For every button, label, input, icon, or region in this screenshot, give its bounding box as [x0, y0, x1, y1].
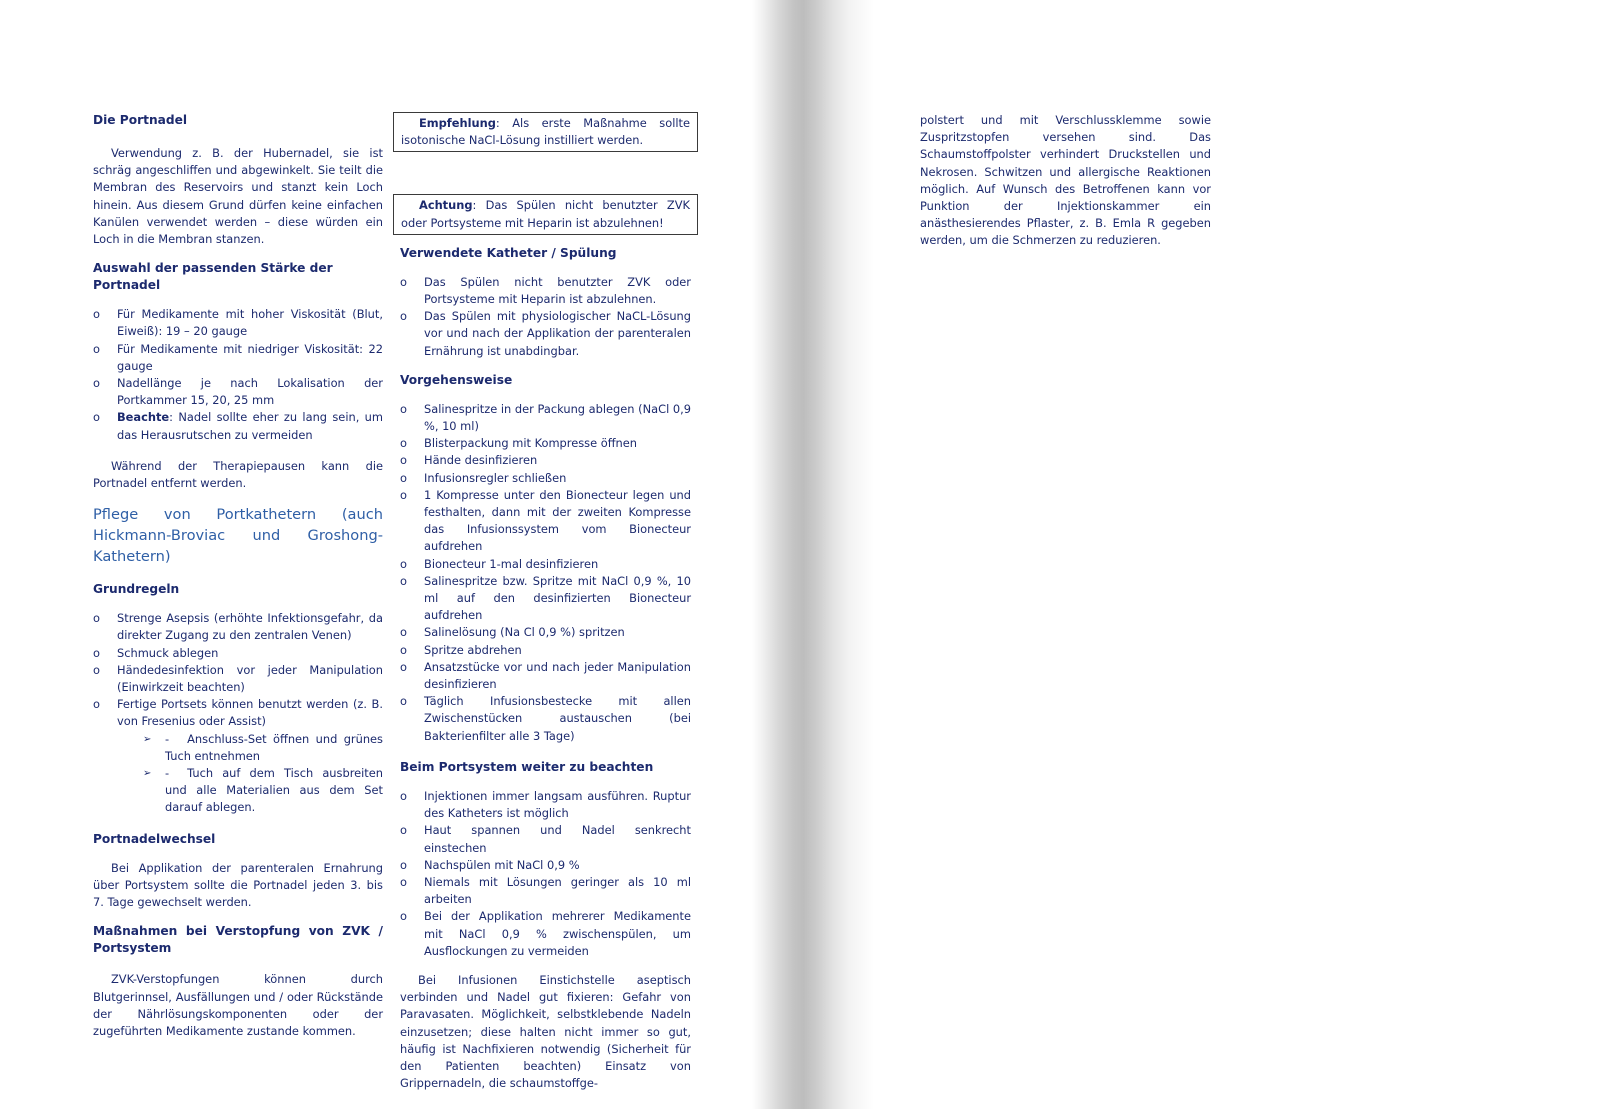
heading-portnadelwechsel: Portnadelwechsel	[93, 831, 216, 846]
empfehlung-label: Empfehlung	[419, 116, 496, 130]
dash-mark: -	[165, 766, 170, 781]
book-gutter-shadow	[752, 0, 874, 1109]
list-item: o Für Medikamente mit niedriger Viskosität: 22 gauge	[93, 341, 383, 375]
list-item	[93, 409, 383, 443]
list-item: o 1 Kompresse unter den Bionecteur legen und festhalten, dann mit der zweiten Kompresse das Infusionssystem vom Bionecteur aufdrehen	[400, 487, 691, 556]
list-item: o Haut spannen und Nadel senkrecht einstechen	[400, 822, 691, 856]
achtung-text: : Das Spülen nicht benutzter ZVK oder Portsysteme mit Heparin ist abzulehnen!	[401, 198, 690, 230]
list-vorgehensweise	[400, 401, 691, 745]
list-item: o Hände desinfizieren	[400, 452, 691, 469]
paragraph-infusionen: Bei Infusionen Einstichstelle aseptisch verbinden und Nadel gut fixieren: Gefahr von Paravasaten. Möglichkeit, selbstklebende Nadeln einzusetzen; diese halten nicht immer so gut, häufig ist Nachfixieren notwendig (Sicherheit für den Patienten beachten) Einsatz von Grippernadeln, die schaumstoffge-	[400, 972, 691, 1091]
list-item: o Bionecteur 1-mal desinfizieren	[400, 556, 691, 573]
paragraph-continuation: polstert und mit Verschlussklemme sowie Zuspritzstopfen versehen sind. Das Schaumstoffpolster verhindert Druckstellen und Nekrosen. Schwitzen und allergische Reaktionen möglich. Auf Wunsch des Betroffenen kann vor Punktion der Injektionskammer ein anästhesierendes Pflaster, z. B. Emla R gegeben werden, um die Schmerzen zu reduzieren.	[920, 113, 1211, 248]
list-item: o Injektionen immer langsam ausführen. Ruptur des Katheters ist möglich	[400, 788, 691, 822]
heading-pflege: Pflege von Portkathetern (auch Hickmann-Broviac und Groshong-Kathetern)	[93, 506, 383, 566]
sublist-portset	[143, 731, 383, 817]
left-column	[93, 112, 383, 1040]
paragraph-portnadel: Verwendung z. B. der Hubernadel, sie ist schräg angeschliffen und abgewinkelt. Sie teilt die Membran des Reservoirs und stanzt kein Loch hinein. Aus diesem Grund dürfen keine einfachen Kanülen verwendet werden – diese würden ein Loch in die Membran stanzen.	[93, 146, 383, 247]
list-item: o Das Spülen mit physiologischer NaCL-Lösung vor und nach der Applikation der parenteralen Ernährung ist unabdingbar.	[400, 308, 691, 360]
box-empfehlung	[393, 112, 698, 152]
list-item: o Nachspülen mit NaCl 0,9 %	[400, 857, 691, 874]
list-katheter	[400, 274, 691, 360]
beachte-text: : Nadel sollte eher zu lang sein, um das Herausrutschen zu vermeiden	[117, 410, 383, 442]
beachte-label: Beachte	[117, 410, 170, 425]
heading-katheter: Verwendete Katheter / Spülung	[400, 245, 617, 260]
list-item: o Salinespritze in der Packung ablegen (NaCl 0,9 %, 10 ml)	[400, 401, 691, 435]
list-item: o Spritze abdrehen	[400, 642, 691, 659]
sublist-item	[143, 731, 383, 765]
empfehlung-text: : Als erste Maßnahme sollte isotonische NaCl-Lösung instilliert werden.	[401, 116, 690, 148]
heading-massnahmen: Maßnahmen bei Verstopfung von ZVK / Portsystem	[93, 924, 383, 956]
list-item: o Für Medikamente mit hoher Viskosität (Blut, Eiweiß): 19 – 20 gauge	[93, 306, 383, 340]
sublist-item	[143, 765, 383, 817]
sublist-text: Anschluss-Set öffnen und grünes Tuch entnehmen	[165, 731, 383, 763]
list-item: o Salinespritze bzw. Spritze mit NaCl 0,9 %, 10 ml auf den desinfizierten Bionecteur aufdrehen	[400, 573, 691, 625]
list-item: o Das Spülen nicht benutzter ZVK oder Portsysteme mit Heparin ist abzulehnen.	[400, 274, 691, 308]
achtung-label: Achtung	[419, 198, 473, 213]
list-item: o Ansatzstücke vor und nach jeder Manipulation desinfizieren	[400, 659, 691, 693]
list-item: o Bei der Applikation mehrerer Medikamente mit NaCl 0,9 % zwischenspülen, um Ausflockungen zu vermeiden	[400, 908, 691, 960]
list-item: o Händedesinfektion vor jeder Manipulation (Einwirkzeit beachten)	[93, 662, 383, 696]
heading-portnadel: Die Portnadel	[93, 113, 188, 127]
paragraph-massnahmen: ZVK-Verstopfungen können durch Blutgerinnsel, Ausfällungen und / oder Rückstände der Nährlösungskomponenten oder der zugeführten Medikamente zustande kommen.	[93, 972, 383, 1038]
list-item: o Niemals mit Lösungen geringer als 10 ml arbeiten	[400, 874, 691, 908]
paragraph-portnadelwechsel: Bei Applikation der parenteralen Ernahrung über Portsystem sollte die Portnadel jeden 3. bis 7. Tage gewechselt werden.	[93, 860, 383, 910]
list-grundregeln	[93, 610, 383, 730]
list-item: o Infusionsregler schließen	[400, 470, 691, 487]
heading-vorgehensweise: Vorgehensweise	[400, 372, 513, 387]
right-column	[393, 112, 698, 1092]
dash-mark: -	[165, 731, 170, 746]
heading-beachten: Beim Portsystem weiter zu beachten	[400, 759, 654, 774]
list-auswahl	[93, 306, 383, 444]
list-item: o Täglich Infusionsbestecke mit allen Zwischenstücken austauschen (bei Bakterienfilter alle 3 Tage)	[400, 693, 691, 745]
list-item: o Nadellänge je nach Lokalisation der Portkammer 15, 20, 25 mm	[93, 375, 383, 409]
heading-grundregeln: Grundregeln	[93, 582, 180, 597]
box-achtung	[393, 194, 698, 234]
list-item: o Blisterpackung mit Kompresse öffnen	[400, 435, 691, 452]
list-item: o Schmuck ablegen	[93, 645, 383, 662]
list-beachten	[400, 788, 691, 960]
sublist-text: Tuch auf dem Tisch ausbreiten und alle Materialien aus dem Set darauf ablegen.	[165, 766, 383, 815]
list-item: o Strenge Asepsis (erhöhte Infektionsgefahr, da direkter Zugang zu den zentralen Venen)	[93, 610, 383, 644]
heading-auswahl: Auswahl der passenden Stärke der Portnadel	[93, 261, 333, 293]
list-item: o Salinelösung (Na Cl 0,9 %) spritzen	[400, 624, 691, 641]
list-item: o Fertige Portsets können benutzt werden (z. B. von Fresenius oder Assist)	[93, 696, 383, 730]
right-page-column	[920, 112, 1211, 250]
paragraph-therapiepausen: Während der Therapiepausen kann die Portnadel entfernt werden.	[93, 458, 383, 491]
